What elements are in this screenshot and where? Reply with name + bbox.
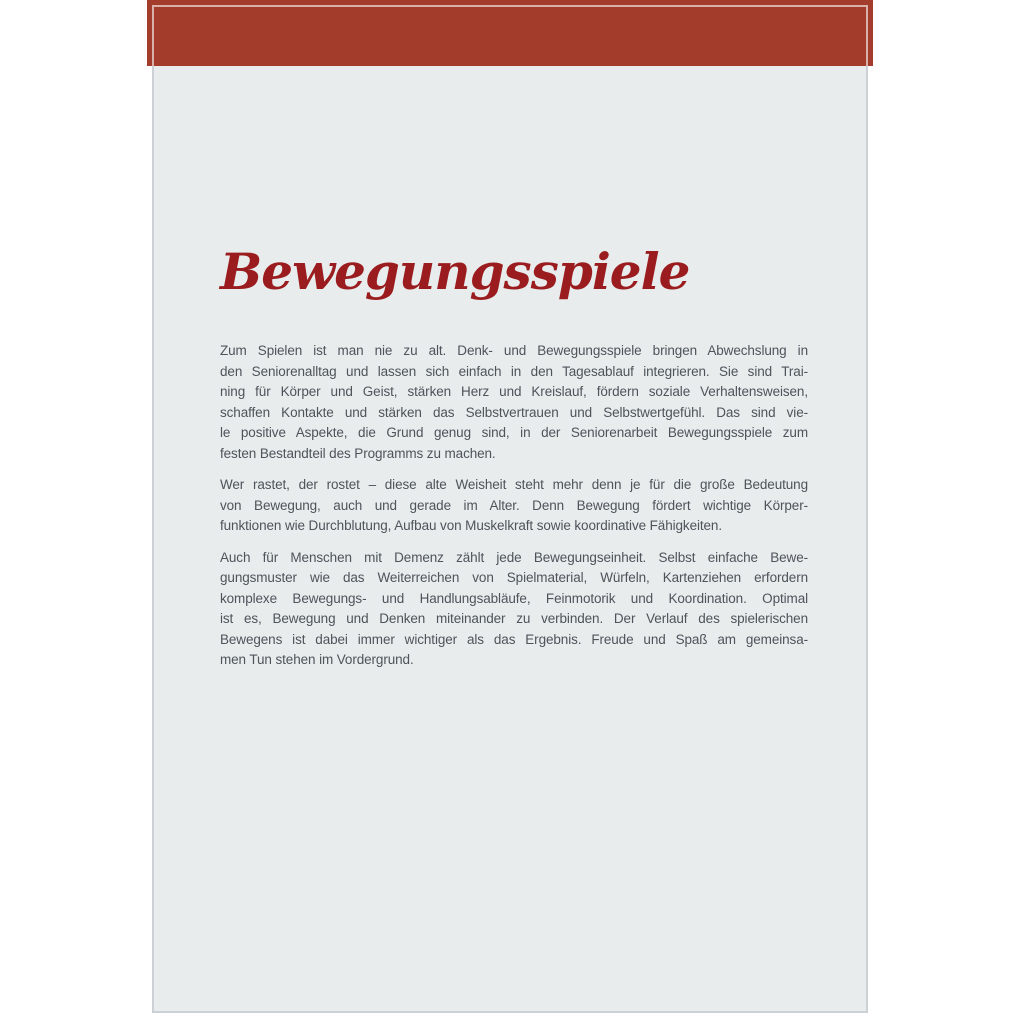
intro-text-block — [220, 341, 808, 671]
paragraph-1: Zum Spielen ist man nie zu alt. Denk- und Bewegungsspiele bringen Abwechslung in den Seniorenalltag und lassen sich einfach in den Tagesablauf integrieren. Sie sind Trai- ning für Körper und Geist, stärken Herz und Kreislauf, fördern soziale Verhaltensweisen, schaffen Kontakte und stärken das Selbstvertrauen und Selbstwertgefühl. Das sind vie- le positive Aspekte, die Grund genug sind, in der Seniorenarbeit Bewegungsspiele zum festen Bestandteil des Programms zu machen. — [220, 343, 808, 461]
chapter-title: Bewegungsspiele — [220, 242, 690, 301]
chapter-header-band — [147, 0, 873, 66]
page-sheet — [152, 66, 868, 1013]
paragraph-2: Wer rastet, der rostet – diese alte Weisheit steht mehr denn je für die große Bedeutung von Bewegung, auch und gerade im Alter. Denn Bewegung fördert wichtige Körper- funktionen wie Durchblutung, Aufbau von Muskelkraft sowie koordinative Fähigkeiten. — [220, 477, 808, 533]
header-frame-line — [152, 5, 868, 66]
paragraph-3: Auch für Menschen mit Demenz zählt jede Bewegungseinheit. Selbst einfache Bewe- gungsmuster wie das Weiterreichen von Spielmaterial, Würfeln, Kartenziehen erfordern komplexe Bewegungs- und Handlungsabläufe, Feinmotorik und Koordination. Optimal ist es, Bewegung und Denken miteinander zu verbinden. Der Verlauf des spielerischen Bewegens ist dabei immer wichtiger als das Ergebnis. Freude und Spaß am gemeinsa- men Tun stehen im Vordergrund. — [220, 549, 808, 667]
